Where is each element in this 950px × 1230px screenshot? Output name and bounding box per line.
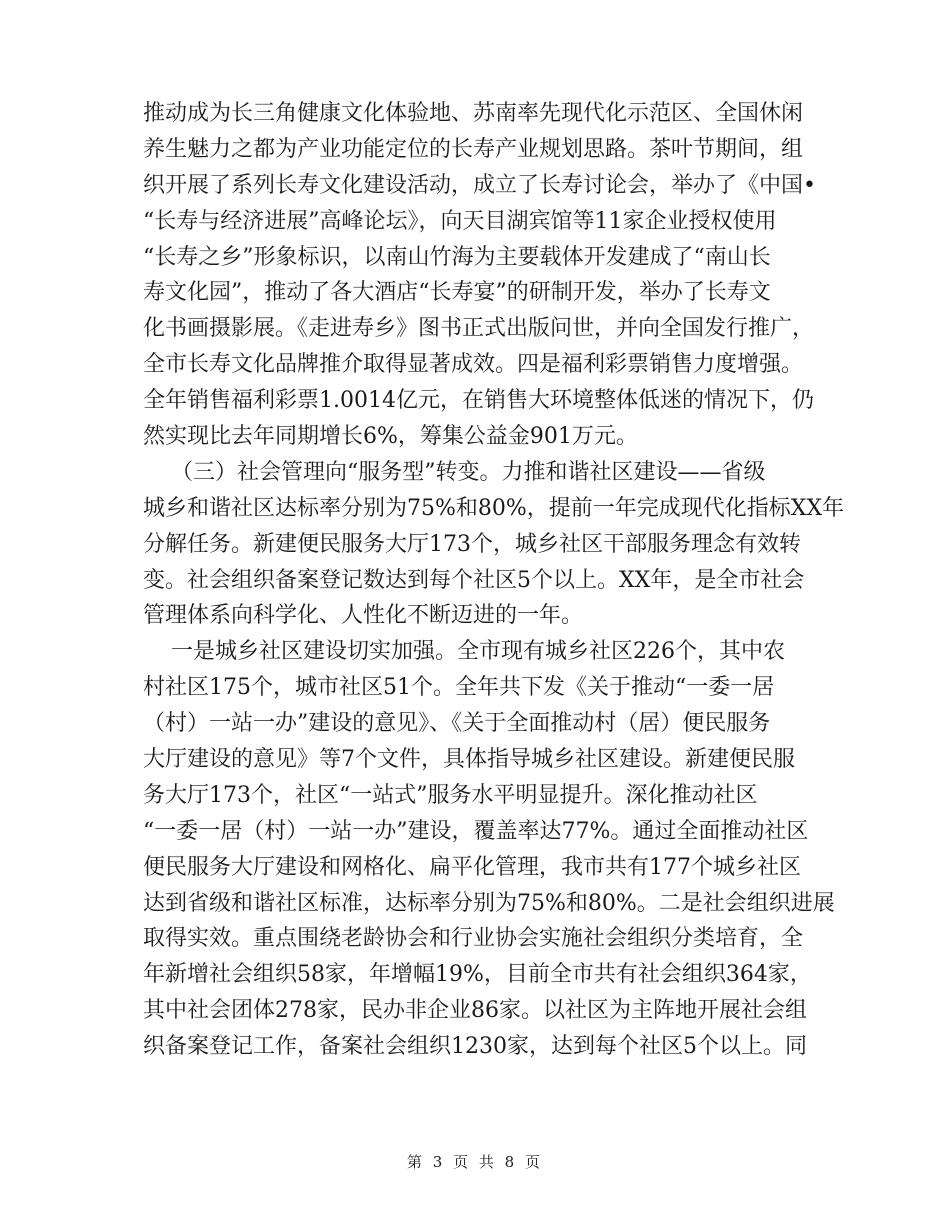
text-line: （村）一站一办”建设的意见》、《关于全面推动村（居）便民服务 [143, 711, 771, 737]
text-line: （三）社会管理向“服务型”转变。力推和谐社区建设——省级 [143, 459, 766, 485]
text-line: 寿文化园”，推动了各大酒店“长寿宴”的研制开发，举办了长寿文 [143, 280, 771, 306]
text-line: 全市长寿文化品牌推介取得显著成效。四是福利彩票销售力度增强。 [143, 352, 804, 378]
text-line: 变。社会组织备案登记数达到每个社区5个以上。XX年，是全市社会 [143, 567, 805, 593]
text-line: “一委一居（村）一站一办”建设，覆盖率达77%。通过全面推动社区 [143, 818, 809, 844]
text-line: 管理体系向科学化、人性化不断迈进的一年。 [143, 603, 584, 629]
text-line: 化书画摄影展。《走进寿乡》图书正式出版问世，并向全国发行推广， [143, 316, 815, 342]
text-line: 分解任务。新建便民服务大厅173个，城乡社区干部服务理念有效转 [143, 531, 801, 557]
text-line: 养生魅力之都为产业功能定位的长寿产业规划思路。茶叶节期间，组 [143, 136, 804, 162]
text-line: 大厅建设的意见》等7个文件，具体指导城乡社区建设。新建便民服 [143, 747, 795, 773]
text-line: 村社区175个，城市社区51个。全年共下发《关于推动“一委一居 [143, 675, 775, 701]
text-line: 取得实效。重点围绕老龄协会和行业协会实施社会组织分类培育，全 [143, 926, 804, 952]
text-line: 务大厅173个，社区“一站式”服务水平明显提升。深化推动社区 [143, 782, 758, 808]
page-footer: 第 3 页 共 8 页 [407, 1153, 543, 1171]
text-line: 达到省级和谐社区标准，达标率分别为75%和80%。二是社会组织进展 [143, 890, 835, 916]
text-line: 推动成为长三角健康文化体验地、苏南率先现代化示范区、全国休闲 [143, 101, 804, 126]
text-line: 全年销售福利彩票1.0014亿元，在销售大环境整体低迷的情况下，仍 [143, 388, 814, 414]
text-line: 城乡和谐社区达标率分别为75%和80%，提前一年完成现代化指标XX年 [143, 495, 845, 521]
text-line: 织开展了系列长寿文化建设活动，成立了长寿讨论会，举办了《中国• [143, 172, 816, 198]
text-line: 年新增社会组织58家，年增幅19%，目前全市共有社会组织364家， [143, 962, 812, 988]
text-line: 一是城乡社区建设切实加强。全市现有城乡社区226个，其中农 [143, 639, 785, 665]
text-line: 便民服务大厅建设和网格化、扁平化管理，我市共有177个城乡社区 [143, 854, 801, 880]
text-line: 织备案登记工作，备案社会组织1230家，达到每个社区5个以上。同 [143, 1034, 807, 1060]
text-line: “长寿与经济进展”高峰论坛》，向天目湖宾馆等11家企业授权使用 [143, 208, 777, 234]
body-text [143, 96, 845, 1065]
text-line: “长寿之乡”形象标识，以南山竹海为主要载体开发建成了“南山长 [143, 244, 771, 270]
text-line: 其中社会团体278家，民办非企业86家。以社区为主阵地开展社会组 [143, 998, 807, 1024]
text-line: 然实现比去年同期增长6%，筹集公益金901万元。 [143, 424, 638, 450]
